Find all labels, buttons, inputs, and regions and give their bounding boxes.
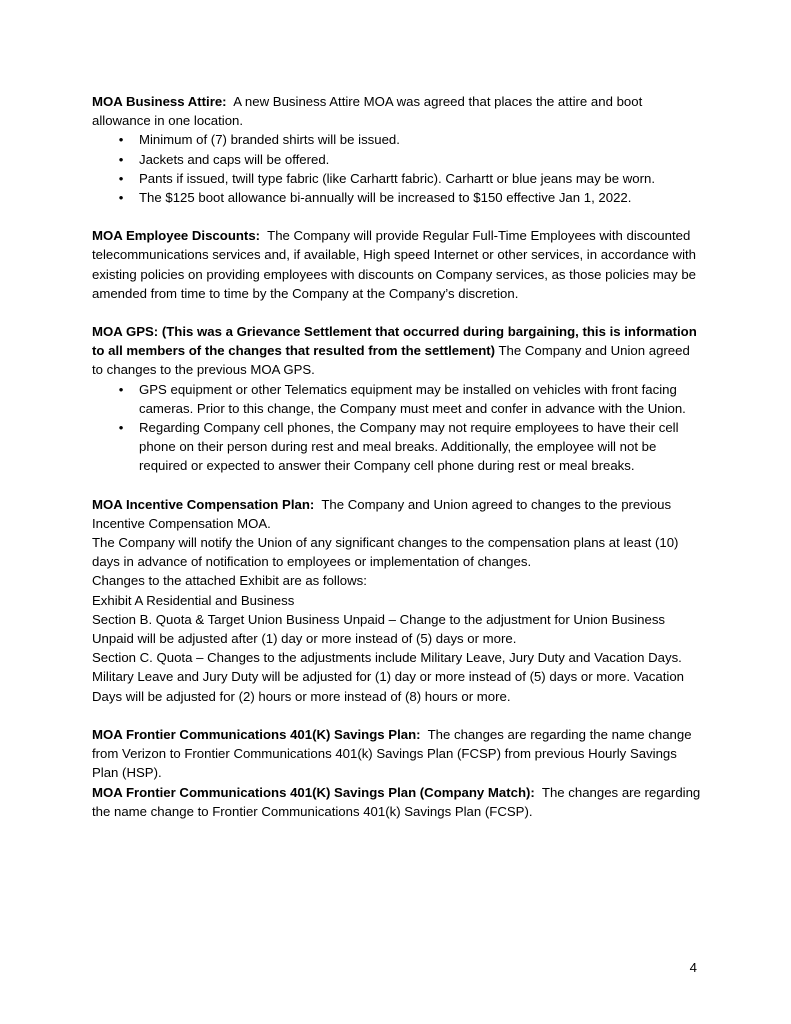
incentive-line: The Company will notify the Union of any significant changes to the compensation plans at least (10) days in advance of notification to employees or implementation of changes. — [92, 535, 679, 570]
gps-intro: The Company and Union agreed to changes to the previous MOA GPS. — [92, 343, 690, 378]
list-item: • Pants if issued, twill type fabric (like Carhartt fabric). Carhartt or blue jeans may be worn. — [92, 169, 704, 188]
attire-heading: MOA Business Attire: — [92, 94, 227, 109]
page-number: 4 — [689, 960, 697, 975]
attire-intro: A new Business Attire MOA was agreed that places the attire and boot allowance in one location. — [92, 94, 643, 129]
match-paragraph — [92, 783, 704, 821]
incentive-line: Section B. Quota & Target Union Business Unpaid – Change to the adjustment for Union Business Unpaid will be adjusted after (1) day or more instead of (5) days or more. — [92, 611, 666, 647]
incentive-line: Exhibit A Residential and Business — [92, 592, 295, 608]
incentive-paragraph — [92, 495, 704, 533]
bullet-icon: • — [118, 170, 124, 186]
section-employee-discounts — [92, 226, 704, 303]
section-401k-savings — [92, 725, 704, 783]
gps-paragraph — [92, 322, 704, 380]
savings-body: The changes are regarding the name change from Verizon to Frontier Communications 401(k) Savings Plan (FCSP) from previous Hourly Savings Plan (HSP). — [92, 726, 692, 781]
savings-heading: MOA Frontier Communications 401(K) Savings Plan: — [92, 726, 421, 742]
discounts-body: The Company will provide Regular Full-Time Employees with discounted telecommunications services and, if available, High speed Internet or other services, in accordance with existing policies on providing employees with discounts on Company services, as those policies may be amended from time to time by the Company at the Company’s discretion. — [92, 228, 696, 301]
attire-paragraph — [92, 92, 704, 130]
incentive-heading: MOA Incentive Compensation Plan: — [92, 496, 315, 512]
section-incentive-compensation — [92, 495, 704, 706]
gps-bullet-list — [92, 380, 704, 476]
bullet-icon: • — [118, 190, 124, 206]
bullet-icon: • — [118, 132, 124, 148]
match-body: The changes are regarding the name change to Frontier Communications 401(k) Savings Plan (FCSP). — [92, 784, 701, 819]
bullet-icon: • — [118, 151, 124, 167]
gps-heading: MOA GPS: (This was a Grievance Settlement that occurred during bargaining, this is information to all members of the changes that resulted from the settlement) — [92, 324, 697, 359]
incentive-intro: The Company and Union agreed to changes to the previous Incentive Compensation MOA. — [92, 496, 672, 531]
section-business-attire — [92, 92, 704, 207]
bullet-icon: • — [118, 381, 124, 397]
discounts-heading: MOA Employee Discounts: — [92, 228, 261, 244]
attire-bullet-list — [92, 130, 704, 207]
match-heading: MOA Frontier Communications 401(K) Savings Plan (Company Match): — [92, 784, 535, 800]
savings-paragraph — [92, 725, 704, 783]
list-item: • Jackets and caps will be offered. — [92, 150, 704, 169]
document-page — [92, 92, 704, 821]
list-item: • Regarding Company cell phones, the Company may not require employees to have their cell phone on their person during rest and meal breaks. Additionally, the employee will not be required or expected to answer their Company cell phone during rest or meal breaks. — [92, 418, 704, 476]
incentive-line: Changes to the attached Exhibit are as follows: — [92, 573, 367, 589]
section-401k-company-match — [92, 783, 704, 821]
bullet-icon: • — [118, 420, 124, 436]
list-item: • Minimum of (7) branded shirts will be issued. — [92, 130, 704, 149]
list-item: • GPS equipment or other Telematics equipment may be installed on vehicles with front facing cameras. Prior to this change, the Company must meet and confer in advance with the Union. — [92, 380, 704, 418]
discounts-paragraph — [92, 226, 704, 303]
section-gps — [92, 322, 704, 476]
incentive-line: Section C. Quota – Changes to the adjustments include Military Leave, Jury Duty and Vacation Days. Military Leave and Jury Duty will be adjusted for (1) day or more instead of (5) days or more. Vacation Days will be adjusted for (2) hours or more instead of (8) hours or more. — [92, 650, 684, 704]
list-item: • The $125 boot allowance bi-annually will be increased to $150 effective Jan 1, 2022. — [92, 188, 704, 207]
